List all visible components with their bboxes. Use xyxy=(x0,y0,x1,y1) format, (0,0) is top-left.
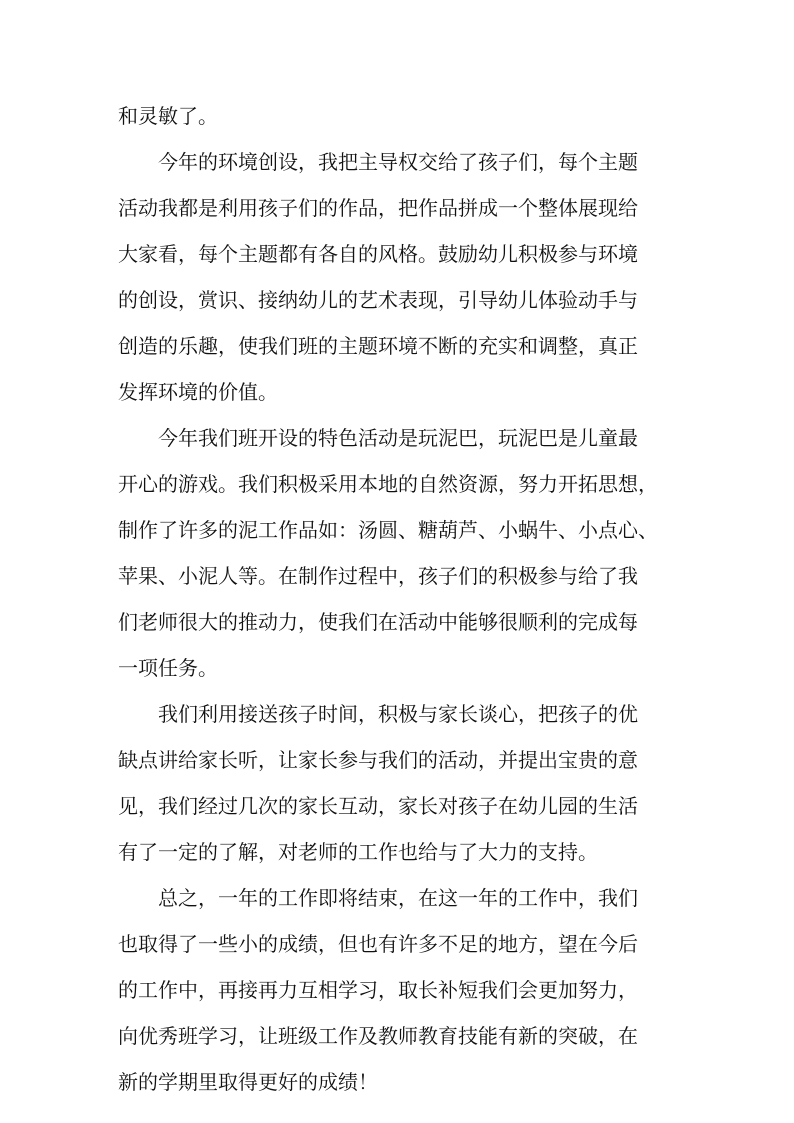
paragraph-first-line: 总之，一年的工作即将结束，在这一年的工作中，我们 xyxy=(118,886,638,910)
paragraph-first-line: 我们利用接送孩子时间，积极与家长谈心，把孩子的优 xyxy=(118,702,638,726)
text-line: 制作了许多的泥工作品如：汤圆、糖葫芦、小蜗牛、小点心、 xyxy=(118,518,658,542)
text-line: 向优秀班学习，让班级工作及教师教育技能有新的突破，在 xyxy=(118,1024,638,1048)
text-line: 创造的乐趣，使我们班的主题环境不断的充实和调整，真正 xyxy=(118,334,638,358)
text-line: 活动我都是利用孩子们的作品，把作品拼成一个整体展现给 xyxy=(118,196,638,220)
text-line: 苹果、小泥人等。在制作过程中，孩子们的积极参与给了我 xyxy=(118,564,638,588)
paragraph-first-line: 今年的环境创设，我把主导权交给了孩子们，每个主题 xyxy=(118,150,638,174)
text-line: 也取得了一些小的成绩，但也有许多不足的地方，望在今后 xyxy=(118,932,638,956)
text-line: 的工作中，再接再力互相学习，取长补短我们会更加努力， xyxy=(118,978,638,1002)
text-line: 发挥环境的价值。 xyxy=(118,380,278,404)
text-line: 的创设，赏识、接纳幼儿的艺术表现，引导幼儿体验动手与 xyxy=(118,288,638,312)
text-line: 见，我们经过几次的家长互动，家长对孩子在幼儿园的生活 xyxy=(118,794,638,818)
paragraph-first-line: 今年我们班开设的特色活动是玩泥巴，玩泥巴是儿童最 xyxy=(118,426,638,450)
text-line: 开心的游戏。我们积极采用本地的自然资源，努力开拓思想， xyxy=(118,472,658,496)
text-line: 有了一定的了解，对老师的工作也给与了大力的支持。 xyxy=(118,840,598,864)
text-line: 一项任务。 xyxy=(118,656,218,680)
text-line: 大家看，每个主题都有各自的风格。鼓励幼儿积极参与环境 xyxy=(118,242,638,266)
text-line: 缺点讲给家长听，让家长参与我们的活动，并提出宝贵的意 xyxy=(118,748,638,772)
text-line: 们老师很大的推动力，使我们在活动中能够很顺利的完成每 xyxy=(118,610,638,634)
text-line: 新的学期里取得更好的成绩！ xyxy=(118,1070,378,1094)
text-line: 和灵敏了。 xyxy=(118,104,218,128)
document-body xyxy=(118,93,678,1105)
